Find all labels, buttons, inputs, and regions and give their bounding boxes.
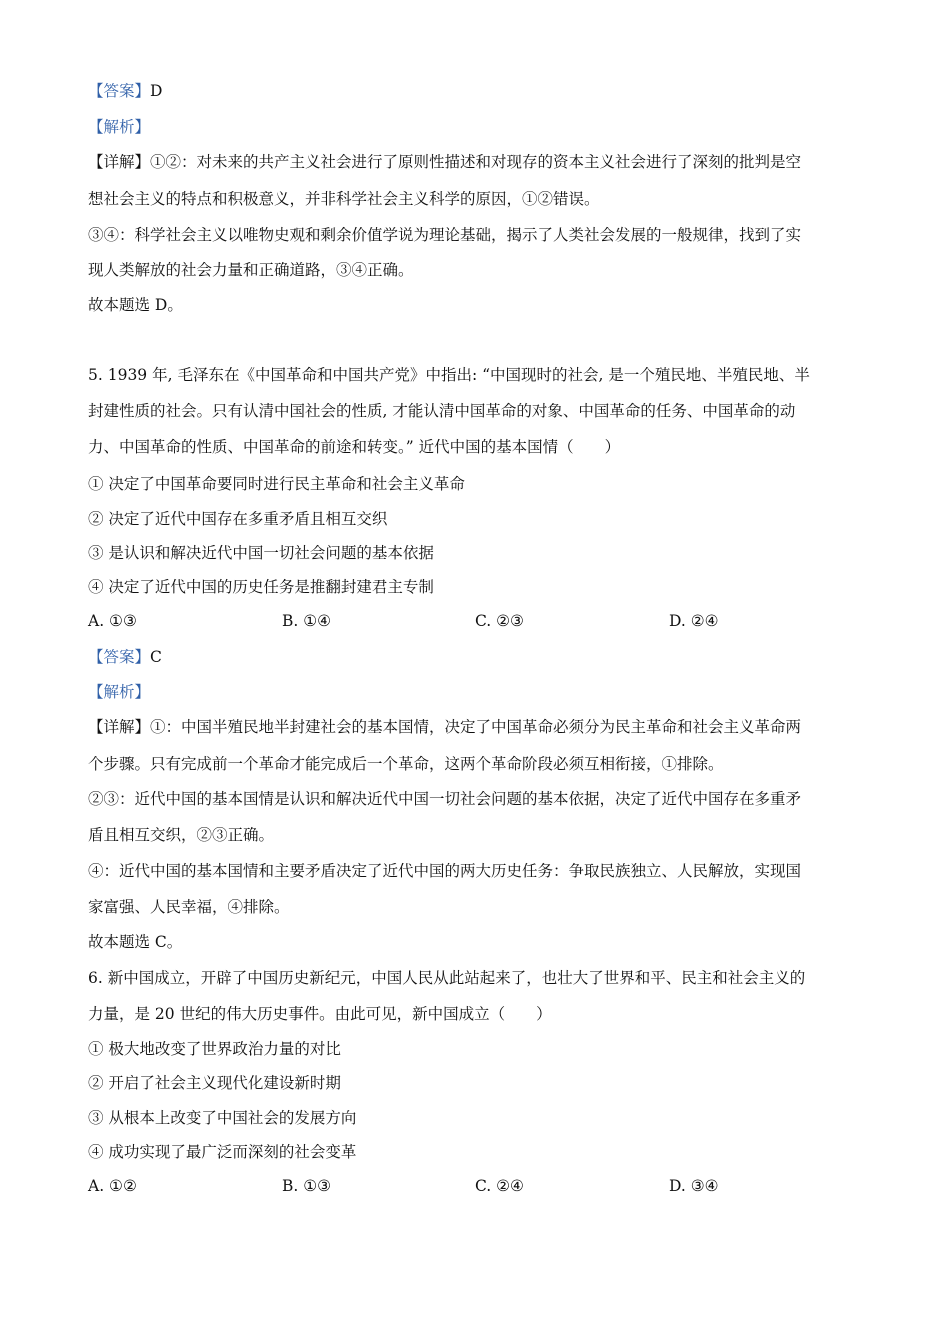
q5-item: ③ 是认识和解决近代中国一切社会问题的基本依据 xyxy=(88,544,434,562)
q5-item: ① 决定了中国革命要同时进行民主革命和社会主义革命 xyxy=(88,475,465,493)
detail-text: ①：中国半殖民地半封建社会的基本国情，决定了中国革命必须分为民主革命和社会主义革命两 xyxy=(150,718,802,736)
q6-item: ③ 从根本上改变了中国社会的发展方向 xyxy=(88,1109,357,1127)
q5-stem-line: 力、中国革命的性质、中国革命的前途和转变。” 近代中国的基本国情（ ） xyxy=(88,438,621,456)
q5-item: ② 决定了近代中国存在多重矛盾且相互交织 xyxy=(88,510,388,528)
q5-option-b: B. ①④ xyxy=(282,612,332,630)
q6-option-d: D. ③④ xyxy=(669,1177,719,1195)
q5-item: ④ 决定了近代中国的历史任务是推翻封建君主专制 xyxy=(88,578,434,596)
q6-option-c: C. ②④ xyxy=(475,1177,524,1195)
q5-detail-line: ④：近代中国的基本国情和主要矛盾决定了近代中国的两大历史任务：争取民族独立、人民解放，实现国 xyxy=(88,862,802,880)
q4-answer xyxy=(88,81,868,101)
analysis-tag: 【解析】 xyxy=(88,683,151,701)
answer-value: D xyxy=(150,82,163,100)
analysis-tag: 【解析】 xyxy=(88,118,151,136)
q5-option-a: A. ①③ xyxy=(88,612,137,630)
q5-option-c: C. ②③ xyxy=(475,612,524,630)
q5-detail-line xyxy=(88,717,868,737)
detail-tag: 【详解】 xyxy=(88,718,151,736)
q6-stem-line: 6. 新中国成立，开辟了中国历史新纪元，中国人民从此站起来了，也壮大了世界和平、民主和社会主义的 xyxy=(88,969,806,987)
q5-detail-line: 盾且相互交织，②③正确。 xyxy=(88,826,275,844)
q5-conclusion: 故本题选 C。 xyxy=(88,933,183,951)
answer-tag: 【答案】 xyxy=(88,648,151,666)
q6-item: ① 极大地改变了世界政治力量的对比 xyxy=(88,1040,341,1058)
q6-item: ② 开启了社会主义现代化建设新时期 xyxy=(88,1074,341,1092)
q4-detail-line: 想社会主义的特点和积极意义，并非科学社会主义科学的原因，①②错误。 xyxy=(88,190,600,208)
q4-conclusion: 故本题选 D。 xyxy=(88,296,183,314)
q4-analysis-heading xyxy=(88,117,868,137)
detail-tag: 【详解】 xyxy=(88,153,151,171)
q6-item: ④ 成功实现了最广泛而深刻的社会变革 xyxy=(88,1143,357,1161)
q5-detail-line: 个步骤。只有完成前一个革命才能完成后一个革命，这两个革命阶段必须互相衔接，①排除。 xyxy=(88,755,724,773)
q5-analysis-heading xyxy=(88,682,868,702)
answer-value: C xyxy=(150,648,162,666)
q4-detail-line: 现人类解放的社会力量和正确道路，③④正确。 xyxy=(88,261,414,279)
q5-option-d: D. ②④ xyxy=(669,612,719,630)
q4-detail-line: ③④：科学社会主义以唯物史观和剩余价值学说为理论基础，揭示了人类社会发展的一般规律，找到了实 xyxy=(88,226,802,244)
answer-tag: 【答案】 xyxy=(88,82,151,100)
q6-option-b: B. ①③ xyxy=(282,1177,332,1195)
q5-detail-line: 家富强、人民幸福，④排除。 xyxy=(88,898,290,916)
q5-stem-line: 5. 1939 年, 毛泽东在《中国革命和中国共产党》中指出: “中国现时的社会, 是一个殖民地、半殖民地、半 xyxy=(88,366,810,384)
q5-stem-line: 封建性质的社会。只有认清中国社会的性质, 才能认清中国革命的对象、中国革命的任务、中国革命的动 xyxy=(88,402,796,420)
q5-answer xyxy=(88,647,868,667)
detail-text: ①②：对未来的共产主义社会进行了原则性描述和对现存的资本主义社会进行了深刻的批判是空 xyxy=(150,153,802,171)
q6-option-a: A. ①② xyxy=(88,1177,137,1195)
q4-detail-line xyxy=(88,152,868,172)
q5-detail-line: ②③：近代中国的基本国情是认识和解决近代中国一切社会问题的基本依据，决定了近代中国存在多重矛 xyxy=(88,790,802,808)
q6-stem-line: 力量，是 20 世纪的伟大历史事件。由此可见，新中国成立（ ） xyxy=(88,1005,552,1023)
